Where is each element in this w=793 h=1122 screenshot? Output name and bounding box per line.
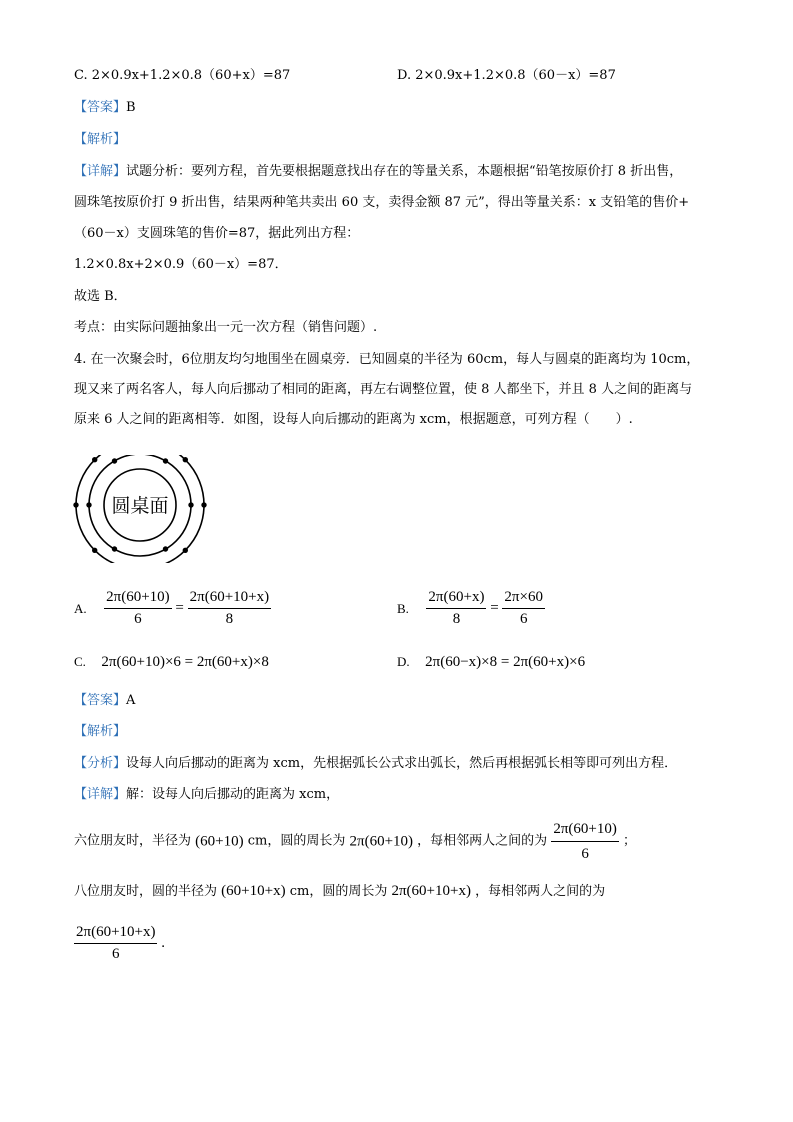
person-dot xyxy=(183,457,188,462)
fraction-numerator: 2π(60+10) xyxy=(104,590,172,609)
q4-detail-tag: 【详解】 xyxy=(74,787,127,802)
fraction-numerator: 2π(60+10) xyxy=(551,820,619,842)
person-dot xyxy=(163,458,168,463)
person-dot xyxy=(183,548,188,553)
fraction-denominator: 6 xyxy=(581,846,589,862)
eight-arc-line xyxy=(74,925,165,962)
person-dot xyxy=(163,546,168,551)
fraction-denominator: 6 xyxy=(134,611,142,627)
six-text-b: cm，圆的周长为 xyxy=(247,833,346,849)
analysis-tag: 【解析】 xyxy=(74,132,127,147)
q4-answer-value: A xyxy=(126,693,136,708)
option-d: D. 2×0.9x+1.2×0.8（60－x）=87 xyxy=(397,68,616,83)
q4-fenxi-tag: 【分析】 xyxy=(74,756,127,771)
equals-sign: = xyxy=(490,600,499,616)
q4-line-1: 4. 在一次聚会时，6位朋友均匀地围坐在圆桌旁．已知圆桌的半径为 60cm，每人与圆桌的距离均为 10cm， xyxy=(74,352,700,367)
option-b-right-fraction xyxy=(502,590,545,627)
eight-text-c: ，每相邻两人之间的为 xyxy=(475,884,606,899)
fraction-numerator: 2π(60+10+x) xyxy=(188,590,271,609)
option-c-expr: 2π(60+10)×6 = 2π(60+x)×8 xyxy=(101,654,269,670)
eight-end: . xyxy=(161,935,165,951)
six-text-a: 六位朋友时，半径为 xyxy=(74,833,192,849)
option-a-left-fraction xyxy=(104,590,172,627)
eight-radius: (60+10+x) xyxy=(221,883,286,899)
detail-line-3: （60－x）支圆珠笔的售价=87，据此列出方程： xyxy=(74,226,360,241)
figure-label: 圆桌面 xyxy=(111,495,169,517)
person-dot xyxy=(92,457,97,462)
round-table-figure xyxy=(70,455,212,563)
answer-tag: 【答案】 xyxy=(74,100,127,115)
fraction-numerator: 2π(60+10+x) xyxy=(74,925,157,944)
six-end: ； xyxy=(623,833,637,849)
six-arc-fraction xyxy=(551,820,619,863)
answer-value: B xyxy=(126,100,136,115)
six-friends-line xyxy=(74,820,636,863)
conclusion: 故选 B． xyxy=(74,289,127,304)
q4-line-2: 现又来了两名客人，每人向后挪动了相同的距离，再左右调整位置，使 8 人都坐下，并且 8 人之间的距离与 xyxy=(74,382,693,397)
option-c: C. 2×0.9x+1.2×0.8（60+x）=87 xyxy=(74,68,291,83)
six-radius: (60+10) xyxy=(195,833,244,850)
q4-fenxi-text: 设每人向后挪动的距离为 xcm，先根据弧长公式求出弧长，然后再根据弧长相等即可列出方程． xyxy=(126,756,678,771)
q4-detail-intro: 解：设每人向后挪动的距离为 xcm， xyxy=(126,787,340,802)
q4-answer-tag: 【答案】 xyxy=(74,693,127,708)
q4-analysis-tag: 【解析】 xyxy=(74,724,127,739)
six-text-c: ，每相邻两人之间的为 xyxy=(417,833,548,849)
detail-text-1: 试题分析：要列方程，首先要根据题意找出存在的等量关系，本题根据“铅笔按原价打 8 折出售， xyxy=(126,164,683,179)
option-d-q4 xyxy=(397,655,585,670)
fraction-numerator: 2π(60+x) xyxy=(426,590,486,609)
detail-line-1 xyxy=(74,165,682,178)
answer-line xyxy=(74,101,136,114)
detail-tag: 【详解】 xyxy=(74,164,127,179)
eight-circumference: 2π(60+10+x) xyxy=(391,883,471,899)
person-dot xyxy=(112,458,117,463)
option-b-label: B. xyxy=(397,601,409,616)
person-dot xyxy=(73,502,78,507)
detail-line-2: 圆珠笔按原价打 9 折出售，结果两种笔共卖出 60 支，卖得金额 87 元”，得出等量关系：x 支铅笔的售价+ xyxy=(74,195,690,210)
person-dot xyxy=(188,502,193,507)
q4-answer-line xyxy=(74,694,135,707)
fraction-denominator: 8 xyxy=(225,611,234,627)
eight-text-a: 八位朋友时，圆的半径为 xyxy=(74,884,218,899)
option-c-q4 xyxy=(74,655,269,670)
q4-detail-line xyxy=(74,788,339,801)
option-c-label: C. xyxy=(74,654,86,669)
option-a-label: A. xyxy=(74,601,87,616)
q4-fenxi-line xyxy=(74,757,677,770)
fraction-denominator: 6 xyxy=(111,946,120,962)
fraction-numerator: 2π×60 xyxy=(502,590,545,609)
six-circumference: 2π(60+10) xyxy=(349,833,414,850)
eight-text-b: cm，圆的周长为 xyxy=(289,884,388,899)
fraction-denominator: 6 xyxy=(519,611,528,627)
kaodian: 考点：由实际问题抽象出一元一次方程（销售问题）. xyxy=(74,320,378,335)
person-dot xyxy=(86,502,91,507)
q4-line-3: 原来 6 人之间的距离相等．如图，设每人向后挪动的距离为 xcm，根据题意，可列方程（ ）. xyxy=(74,412,633,427)
equals-sign: = xyxy=(175,600,184,616)
eight-arc-fraction xyxy=(74,925,157,962)
option-a xyxy=(74,590,271,627)
person-dot xyxy=(92,548,97,553)
option-a-right-fraction xyxy=(188,590,271,627)
option-b-left-fraction xyxy=(426,590,486,627)
eight-friends-line xyxy=(74,884,605,899)
equation: 1.2×0.8x+2×0.9（60－x）=87． xyxy=(74,257,288,272)
option-d-expr: 2π(60−x)×8 = 2π(60+x)×6 xyxy=(425,654,586,670)
option-b xyxy=(397,590,545,627)
person-dot xyxy=(201,502,206,507)
option-d-label: D. xyxy=(397,654,410,669)
person-dot xyxy=(112,546,117,551)
fraction-denominator: 8 xyxy=(452,611,461,627)
